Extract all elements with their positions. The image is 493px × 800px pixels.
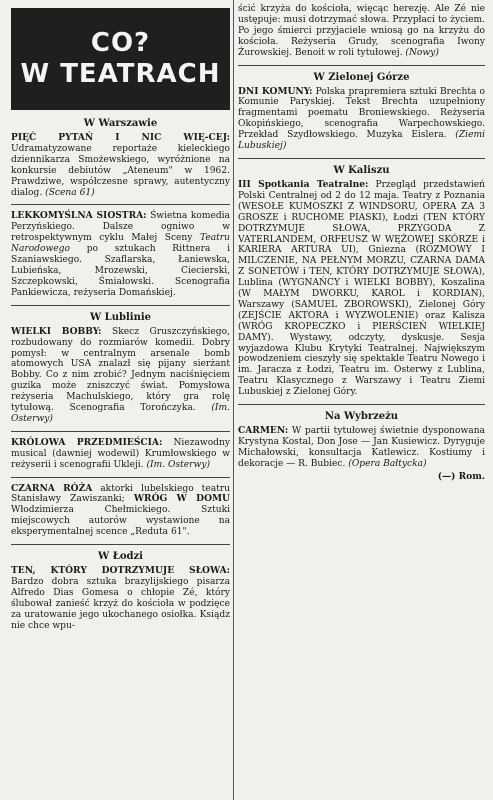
entry-title: PIĘĆ PYTAŃ I NIC WIĘ-CEJ: [11,132,230,143]
section-heading-warszawie: W Warszawie [83,118,158,129]
entry-title: III Spotkania Teatralne: [238,178,369,190]
divider [11,431,230,432]
entry-theatre: (Scena 61) [45,187,95,198]
entry-title: TEN, KTÓRY DOTRZYMUJE SŁOWA: [11,565,230,577]
entry-theatre: Teatru Narodowego [11,233,230,255]
divider [11,544,230,545]
entry-theatre: (Opera Bałtycka) [348,458,427,469]
entry-title: DNI KOMUNY: [238,85,313,97]
entry-dni-komuny [238,87,485,152]
entry-text: Świetna komedia Perzyńskiego. Dalsze ogniwo w retrospektywnym cyklu Małej Sceny [11,211,230,244]
entry-text: Niezawodny musical (dawniej wodewil) Krumłowskiego w reżyserii i scenografii Ukleji. [11,437,230,470]
entry-text: Przegląd przedstawień Polski Centralnej od 2 do 12 maja. Teatry z Poznania (WESOŁE KUMOSZKI Z WINDSORU, OPERA ZA 3 GROSZE i RUCHOME PIASKI), Łodzi (TEN KTÓRY DOTRZYMUJE SŁOWA, PRZYGODA Z VATERLANDEM, ORFEUSZ W WĘŻOWEJ SKÓRZE i KARIERA ARTURA UI), Gniezna (ROZMOWY I MILCZENIE, NA PEŁNYM MORZU, CZARNA DAMA Z SONETÓW i TEN, KTÓRY DOTRZYMUJE SŁOWA), Lublina (WYGNAŃCY i WIELKI BOBBY), Koszalina (W MAŁYM DWORKU, KAROL i KORDIAN), Warszawy (SAMUEL ZBOROWSKI), Zielonej Góry (ZEJŚCIE AKTORA i WYZWOLENIE) oraz Kalisza (WRÓG KROPECZKO i PIERŚCIEŃ WIELKIEJ DAMY). Wystawy, odczyty, dyskusje. Sesja wyjazdowa Klubu Krytyki Teatralnej. Największym powodzeniem cieszyły się spektakle Teatru Nowego i im. Jaracza z Łodzi, Teatru im. Osterwy z Lublina, Teatru Klasycznego z Warszawy i Teatru Ziemi Lubuskiej z Zielonej Góry. [238,179,485,398]
entry-text: W partii tytułowej świetnie dysponowana Krystyna Kostal, Don Jose — Jan Kusiewicz. Dyryguje Michałowski, konsultacja Katlewicz. Kostiumy i dekoracje — R. Bubiec. [238,426,485,469]
author-signature: (—) Rom. [437,470,485,482]
entry-text: ścić krzyża do kościoła, więcąc herezję. Ale Zé nie ustępuje: musi dotrzymać słowa. Przypłaci to życiem. Po jego śmierci przyjaciele wniosą go na krzyżu do kościoła. Reżyseria Grudy, scenografia Iwony Żurowskiej. Benoit w roli tytułowej. [238,4,485,58]
divider [238,158,485,159]
entry-text: Polska prapremiera sztuki Brechta o Komunie Paryskiej. Tekst Brechta uzupełniony fragmentami poematu Broniewskiego. Reżyseria Okopińskiego, scenografia Warpechowskiego. Przekład Szydłowskiego. Muzyka Eislera. [238,86,485,141]
entry-title: KRÓLOWA PRZEDMIEŚCIA: [11,436,163,448]
masthead [11,8,230,110]
section-heading-lublinie: W Lublinie [89,311,152,323]
entry-theatre: (Im. Osterwy) [146,459,211,470]
entry-text: Włodzimierza Chełmickiego. Sztuki miejscowych autorów wystawione na eksperymentalnej scence „Reduta 61". [11,505,230,538]
left-column [11,4,230,632]
entry-ten-ktory [11,566,230,631]
entry-title: CARMEN: [238,425,289,437]
entry-theatre: (Nowy) [405,47,439,58]
entry-lekkomyslna-siostra [11,211,230,298]
entry-title: LEKKOMYŚLNA SIOSTRA: [11,210,147,222]
entry-title: CZARNA RÓŻA [11,482,93,494]
entry-text: Bardzo dobra sztuka brazylijskiego pisarza Alfredo Dias Gomesa o chłopie Zé, który ślubował zanieść krzyż do kościoła w podzięce za uratowanie jego ukochanego osiołka. Ksiądz nie chce wpu- [11,577,230,631]
section-heading-kaliszu: W Kaliszu [333,164,390,176]
entry-theatre: (Ziemi Lubuskiej) [238,130,485,152]
entry-title: WRÓG W DOMU [133,493,230,505]
entry-krolowa-przedmiescia [11,438,230,471]
entry-text: Udramatyzowane reportaże kieleckiego dziennikarza Smożewskiego, wyróżnione na konkursie debiutów „Ateneum" w 1962. Prawdziwe, współczesne sprawy, autentyczny dialog. [11,143,230,198]
right-column [238,4,485,483]
entry-carmen [238,426,485,470]
entry-text: po sztukach Rittnera i Szaniawskiego. Szaflarska, Łaniewska, Lubieńska, Mrozewski, Ciecierski, Szczepkowski, Śmiałowski. Scenografia Pankiewicza, reżyseria Domańskiej. [11,244,230,298]
divider [11,305,230,306]
column-divider [233,0,234,800]
entry-wielki-bobby [11,327,230,425]
entry-theatre: (Im. Osterwy) [11,403,230,424]
masthead-line2: W TEATRACH [20,59,221,89]
entry-continuation [238,4,485,59]
masthead-line1: CO? [90,28,151,58]
entry-text: aktorki lubelskiego teatru Stanisławy Zawiszanki; [11,483,230,505]
entry-spotkania-teatralne [238,180,485,398]
divider [238,65,485,66]
entry-text: Skecz Gruszczyńskiego, rozbudowany do rozmiarów komedii. Dobry pomysł: w centralnym arsenale bomb atomowych USA znalazł się pijany sierżant Bobby. Co z nim zrobić? Jednym naciśnięciem guzika może zniszczyć świat. Pomysłowa reżyseria Machulskiego, który gra rolę tytułową. Scenografia Torończyka. [11,326,230,414]
section-heading-zielona-gora: W Zielonej Górze [313,71,410,83]
section-heading-wybrzezu: Na Wybrzeżu [324,411,399,423]
entry-title: WIELKI BOBBY: [11,325,102,337]
divider [11,477,230,478]
section-heading-lodzi: W Łodzi [98,551,143,563]
entry-piec-pytan [11,133,230,198]
divider [11,204,230,205]
entry-czarna-roza [11,484,230,539]
divider [238,404,485,405]
